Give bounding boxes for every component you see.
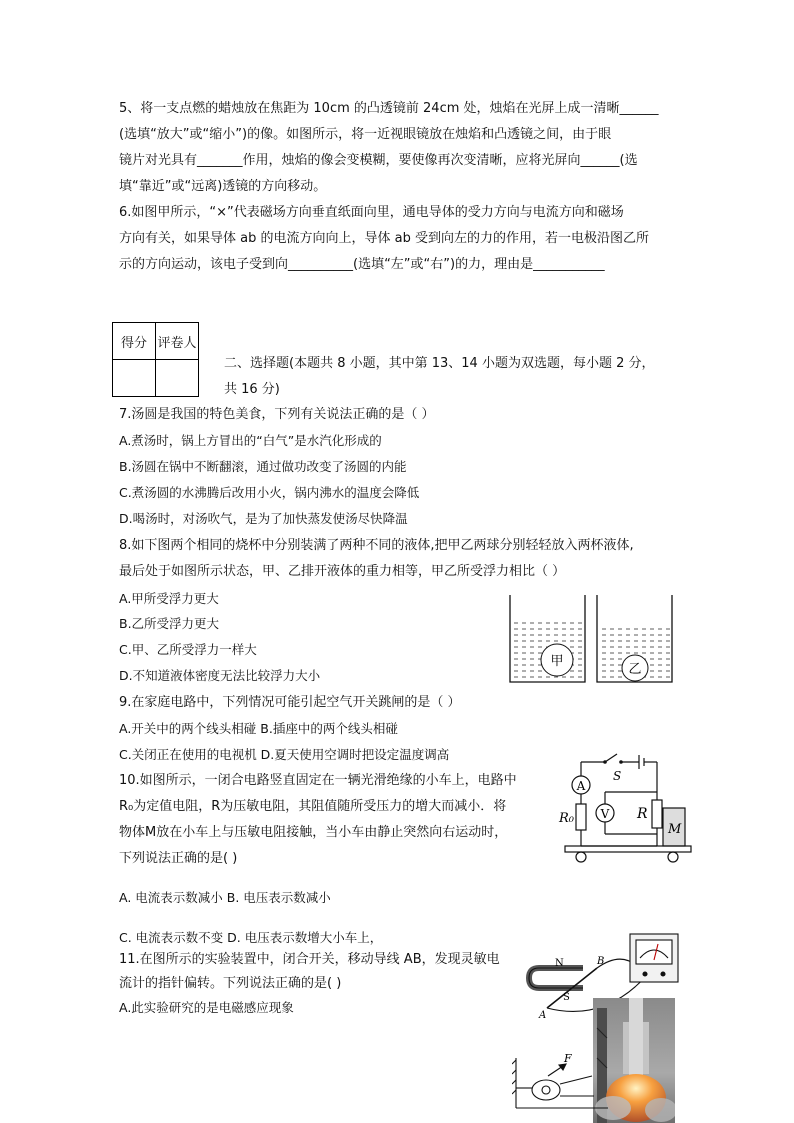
q8-line-1: 8.如下图两个相同的烧杯中分别装满了两种不同的液体,把甲乙两球分别轻轻放入两杯液体,	[119, 538, 634, 553]
q11-line-1: 11.在图所示的实验装置中，闭合开关，移动导线 AB，发现灵敏电	[119, 952, 500, 967]
q7-option-a: A.煮汤时，锅上方冒出的“白气”是水汽化形成的	[119, 433, 382, 448]
q9-options-ab: A.开关中的两个线头相碰 B.插座中的两个线头相碰	[119, 721, 398, 736]
q10-line-3: 物体M放在小车上与压敏电阻接触，当小车由静止突然向右运动时，	[119, 825, 508, 840]
score-header: 得分	[113, 323, 156, 360]
q5-line-2: (选填“放大”或“缩小”)的像。如图所示，将一近视眼镜放在烛焰和凸透镜之间，由于眼	[119, 127, 612, 142]
q7-option-c: C.煮汤圆的水沸腾后改用小火，锅内沸水的温度会降低	[119, 485, 420, 500]
resistor-r0-label: R₀	[559, 811, 574, 826]
q9-options-cd: C.关闭正在使用的电视机 D.夏天使用空调时把设定温度调高	[119, 747, 450, 762]
score-cell[interactable]	[113, 360, 156, 397]
q11-line-2: 流计的指针偏转。下列说法正确的是( )	[119, 976, 342, 991]
section2-title-line-2: 共 16 分)	[224, 382, 280, 397]
q5-line-1: 5、将一支点燃的蜡烛放在焦距为 10cm 的凸透镜前 24cm 处，烛焰在光屏上成一清晰______	[119, 101, 659, 116]
q8-line-2: 最后处于如图所示状态，甲、乙排开液体的重力相等，甲乙所受浮力相比（ ）	[119, 564, 566, 579]
section2-title-line-1: 二、选择题(本题共 8 小题，其中第 13、14 小题为双选题，每小题 2 分，	[224, 356, 655, 371]
grader-header: 评卷人	[156, 323, 199, 360]
ball-yi-label: 乙	[628, 662, 642, 677]
magnet-north-label: N	[555, 958, 564, 969]
switch-label: S	[613, 769, 622, 783]
q10-line-2: R₀为定值电阻，R为压敏电阻，其阻值随所受压力的增大而减小．将	[119, 799, 507, 814]
switch-lever	[605, 754, 617, 762]
force-f-label: F	[564, 1052, 572, 1065]
q5-line-3: 镜片对光具有_______作用，烛焰的像会变模糊，要使像再次变清晰，应将光屏向______(选	[119, 153, 638, 168]
wire-b-label: B	[597, 956, 605, 967]
q5-line-4: 填“靠近”或“远离)透镜的方向移动。	[119, 179, 327, 194]
q8-option-b: B.乙所受浮力更大	[119, 616, 220, 631]
magnet-south-label: S	[563, 992, 570, 1003]
q7-option-d: D.喝汤时，对汤吹气，是为了加快蒸发使汤尽快降温	[119, 511, 408, 526]
q10-line-1: 10.如图所示，一闭合电路竖直固定在一辆光滑绝缘的小车上，电路中	[119, 773, 517, 788]
ball-jia-label: 甲	[550, 654, 564, 669]
q9-stem: 9.在家庭电路中，下列情况可能引起空气开关跳闸的是（ ）	[119, 695, 461, 710]
resistor-r-label: R	[637, 806, 648, 822]
voltmeter-label: V	[600, 807, 610, 821]
circuit-cart-figure	[555, 742, 695, 864]
q10-line-4: 下列说法正确的是( )	[119, 851, 238, 866]
beaker-yi	[597, 595, 672, 682]
ammeter-label: A	[576, 779, 586, 793]
grader-cell[interactable]	[156, 360, 199, 397]
beaker-jia	[510, 595, 585, 682]
mass-m-label: M	[668, 822, 682, 837]
q10-options-ab: A. 电流表示数减小 B. 电压表示数减小	[119, 890, 331, 905]
q6-line-2: 方向有关，如果导体 ab 的电流方向向上，导体 ab 受到向左的力的作用，若一电极沿图乙所	[119, 231, 649, 246]
q8-option-a: A.甲所受浮力更大	[119, 591, 219, 606]
q7-option-b: B.汤圆在锅中不断翻滚，通过做功改变了汤圆的内能	[119, 459, 407, 474]
q8-option-c: C.甲、乙所受浮力一样大	[119, 642, 257, 657]
q6-line-1: 6.如图甲所示，“×”代表磁场方向垂直纸面向里，通电导体的受力方向与电流方向和磁场	[119, 205, 624, 220]
wire-a-label: A	[539, 1010, 547, 1021]
beakers-figure	[505, 590, 675, 690]
pulley-force-figure	[512, 1052, 612, 1112]
q6-line-3: 示的方向运动，该电子受到向__________(选填“左”或“右”)的力，理由是___________	[119, 257, 605, 272]
q10-options-cd: C. 电流表示数不变 D. 电压表示数增大小车上，	[119, 930, 383, 945]
q8-option-d: D.不知道液体密度无法比较浮力大小	[119, 668, 321, 683]
q7-stem: 7.汤圆是我国的特色美食，下列有关说法正确的是（ ）	[119, 407, 435, 422]
score-table	[112, 322, 199, 397]
q11-option-a: A.此实验研究的是电磁感应现象	[119, 1000, 294, 1015]
